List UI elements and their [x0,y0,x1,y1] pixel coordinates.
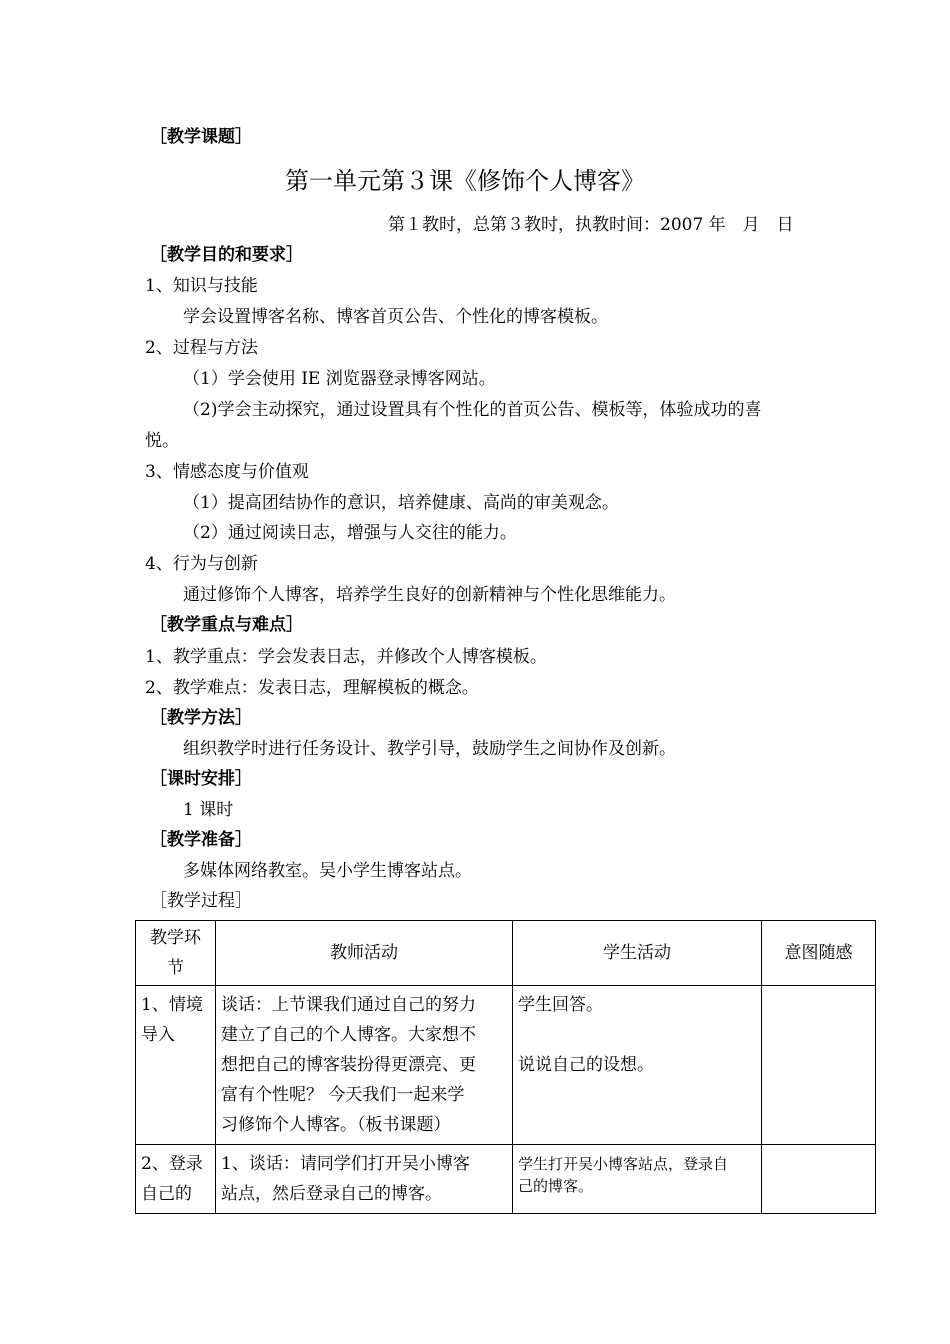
header-stage [136,921,216,986]
goal-4-text: 通过修饰个人博客，培养学生良好的创新精神与个性化思维能力。 [183,585,676,605]
row1-teacher-line-2: 建立了自己的个人博客。大家想不 [221,1025,476,1045]
row1-stage [136,986,216,1145]
heading-schedule: ［课时安排］ [150,769,252,789]
page-title: 第一单元第３课《修饰个人博客》 [285,167,645,195]
row1-teacher-line-4: 富有个性呢？ 今天我们一起来学 [221,1085,465,1105]
heading-topic: ［教学课题］ [150,127,252,147]
heading-process: ［教学过程］ [150,891,252,911]
goal-2-item-1: （1）学会使用 IE 浏览器登录博客网站。 [183,369,496,389]
row1-teacher-line-5: 习修饰个人博客。（板书课题） [221,1115,451,1135]
heading-prep: ［教学准备］ [150,830,252,850]
key-point-1: 1、教学重点：学会发表日志，并修改个人博客模板。 [145,647,547,667]
table-row [136,1145,876,1214]
row1-student-line-2: 说说自己的设想。 [518,1055,654,1075]
row2-stage-line-1: 2、登录 [141,1154,203,1174]
header-stage-line-1: 教学环 [150,928,201,948]
row2-stage [136,1145,216,1214]
schedule-text: 1 课时 [183,800,234,820]
method-text: 组织教学时进行任务设计、教学引导，鼓励学生之间协作及创新。 [183,739,676,759]
table-header-row [136,921,876,986]
row1-student [513,986,762,1145]
goal-3-item-1: （1）提高团结协作的意识，培养健康、高尚的审美观念。 [183,493,619,513]
header-stage-line-2: 节 [167,958,184,978]
row1-teacher [216,986,513,1145]
key-point-2: 2、教学难点：发表日志，理解模板的概念。 [145,678,479,698]
header-intent: 意图随感 [762,921,876,986]
goal-1-label: 1、知识与技能 [145,276,258,296]
goal-3-item-2: （2）通过阅读日志，增强与人交往的能力。 [183,523,517,543]
heading-method: ［教学方法］ [150,708,252,728]
row2-teacher [216,1145,513,1214]
goal-1-text: 学会设置博客名称、博客首页公告、个性化的博客模板。 [183,307,608,327]
row2-student-line-2: 己的博客。 [518,1177,594,1195]
goal-3-label: 3、情感态度与价值观 [145,462,309,482]
header-teacher: 教师活动 [216,921,513,986]
row2-teacher-line-1: 1、谈话：请同学们打开吴小博客 [221,1154,470,1174]
row2-teacher-line-2: 站点，然后登录自己的博客。 [221,1184,442,1204]
goal-2-item-2-cont: 悦。 [145,431,179,451]
table-row [136,986,876,1145]
row1-teacher-line-3: 想把自己的博客装扮得更漂亮、更 [221,1055,476,1075]
goal-2-label: 2、过程与方法 [145,338,258,358]
header-student: 学生活动 [513,921,762,986]
row2-student-line-1: 学生打开吴小博客站点，登录自 [518,1155,729,1173]
row2-stage-line-2: 自己的 [141,1184,192,1204]
goal-2-item-2: （2)学会主动探究，通过设置具有个性化的首页公告、模板等，体验成功的喜 [183,400,762,420]
row2-student [513,1145,762,1214]
row1-student-line-1: 学生回答。 [518,995,603,1015]
row1-stage-line-1: 1、情境 [141,995,203,1015]
goal-4-label: 4、行为与创新 [145,554,258,574]
row1-intent [762,986,876,1145]
lesson-meta: 第１教时，总第３教时，执教时间：2007 年 月 日 [388,215,794,235]
row1-teacher-line-1: 谈话：上节课我们通过自己的努力 [221,995,476,1015]
row2-intent [762,1145,876,1214]
heading-goals: ［教学目的和要求］ [150,245,303,265]
heading-key-points: ［教学重点与难点］ [150,615,303,635]
process-table [135,920,876,1214]
prep-text: 多媒体网络教室。吴小学生博客站点。 [183,861,472,881]
row1-stage-line-2: 导入 [141,1025,175,1045]
